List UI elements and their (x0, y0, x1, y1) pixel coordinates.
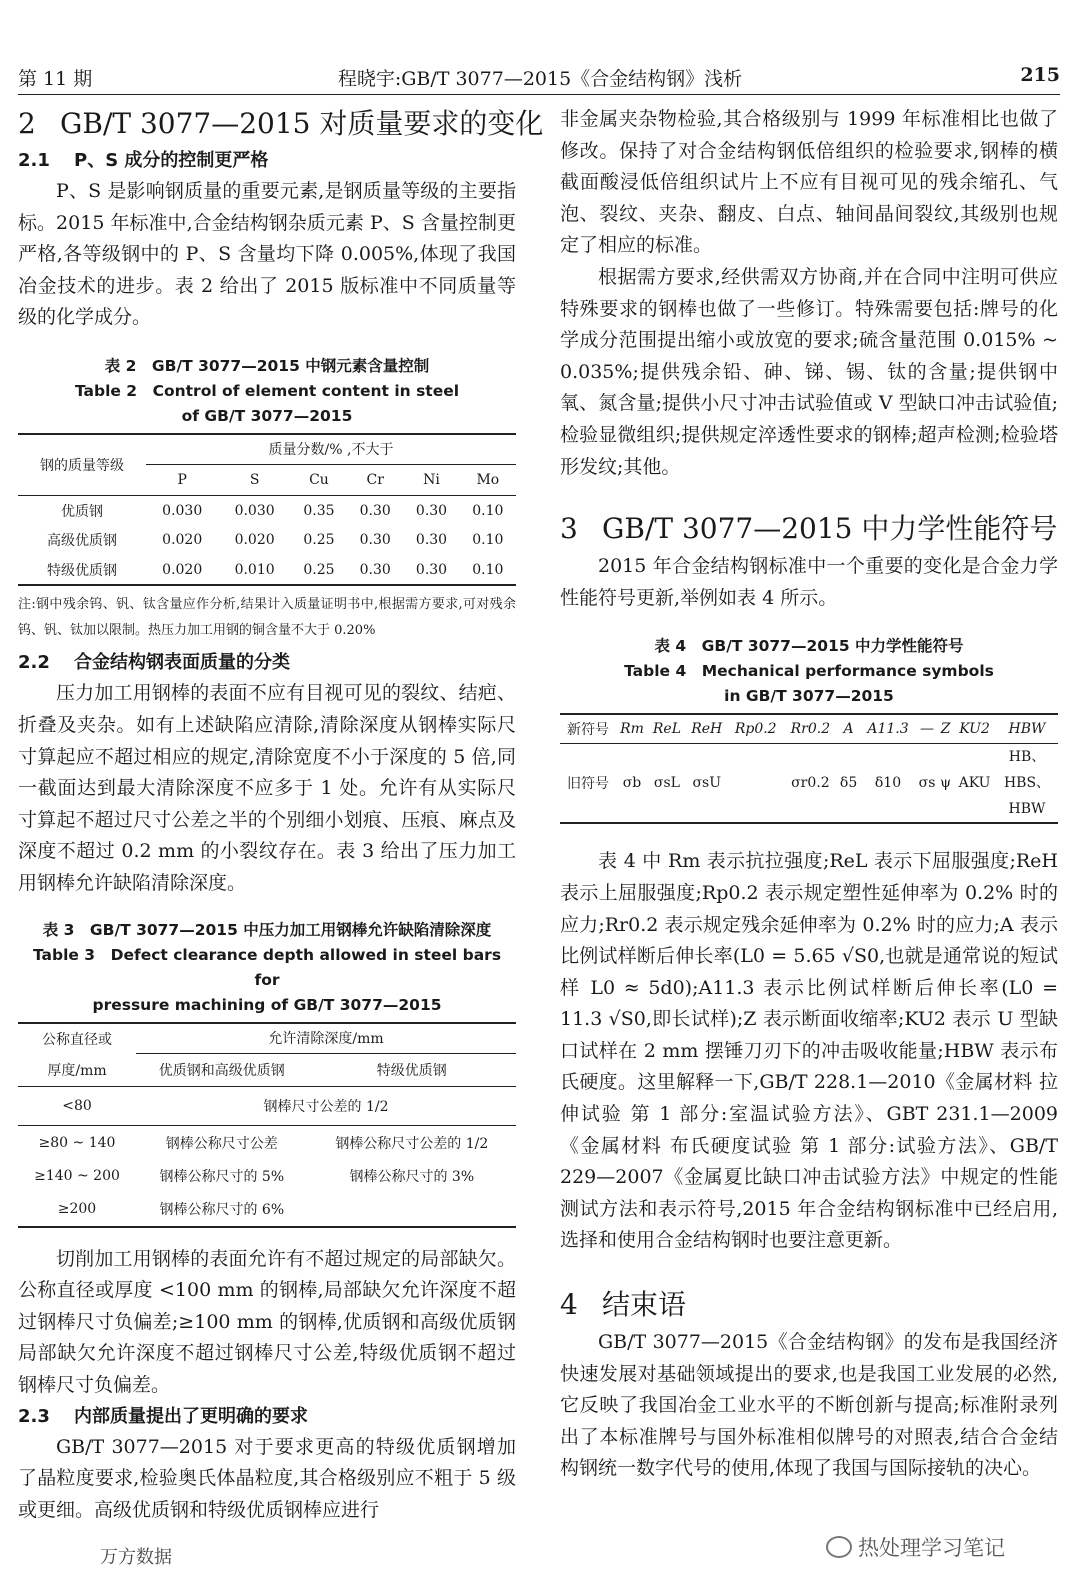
left-column (18, 104, 544, 1526)
table2-value-cell: 0.10 (472, 532, 504, 549)
table4-caption-en2: in GB/T 3077—2015 (724, 687, 894, 706)
symbol-cell: δ5 (839, 775, 858, 792)
symbol-cell: KU2 (959, 721, 990, 738)
paragraph-3-b: 表 4 中 Rm 表示抗拉强度;ReL 表示下屈服强度;ReH 表示上屈服强度;Rp0.2 表示规定塑性延伸率为 0.2% 时的应力;Rr0.2 表示规定残余延伸率为 0.2% 时的应力;A 表示比例试样断后伸长率(L0 = 5.65 √S0,也就是通常说的短试样 L0 ≈ 5d0);A11.3 表示比例试样断后伸长率(L0 = 11.3 √S0,即长试样);Z 表示断面收缩率;KU2 表示 U 型缺口试样在 2 mm 摆锤刀刃下的冲击吸收能量;HBW 表示布氏硬度。这里解释一下,GB/T 228.1—2010《金属材料 拉伸试验 第 1 部分:室温试验方法》、GBT 231.1—2009《金属材料 布氏硬度试验 第 1 部分:试验方法》、GB/T 229—2007《金属夏比缺口冲击试验方法》中规定的性能测试方法和表示符号,2015 年合金结构钢标准中已经启用,选择和使用合金结构钢时也要注意更新。 (560, 850, 1058, 1252)
table2-value-cell: 0.30 (415, 561, 448, 578)
paragraph-4: GB/T 3077—2015《合金结构钢》的发布是我国经济快速发展对基础领域提出的要求,也是我国工业发展的必然,它反映了我国冶金工业水平的不断创新与提高;标准附录列出了本标准牌号与国外标准相似牌号的对照表,结合合金结构钢统一数字代号的使用,体现了我国与国际接轨的决心。 (560, 1331, 1058, 1480)
table2-element-header: Ni (423, 471, 440, 488)
table4-old-row (560, 744, 1058, 824)
table2-value-cell: 0.35 (303, 502, 335, 519)
table-row (18, 495, 516, 525)
paragraph-2-2-a: 压力加工用钢棒的表面不应有目视可见的裂纹、结疤、折叠及夹杂。如有上述缺陷应清除,清除深度从钢棒实际尺寸算起应不超过相应的规定,清除宽度不小于深度的 5 倍,同一截面达到最大清除深度不应多于 1 处。允许有从实际尺寸算起不超过尺寸公差之半的个别细小划痕、压痕、麻点及深度不超过 0.2 mm 的小裂纹存在。表 3 给出了压力加工用钢棒允许缺陷清除深度。 (18, 682, 516, 895)
table2-element-header: Cu (309, 471, 329, 488)
symbol-cell: HB、HBS、HBW (1003, 749, 1051, 818)
wechat-watermark: 热处理学习笔记 (826, 1532, 1005, 1562)
table2-body (18, 495, 516, 585)
table2-value-cell: 0.30 (415, 502, 448, 519)
paragraph-2-1: P、S 是影响钢质量的重要元素,是钢质量等级的主要指标。2015 年标准中,合金结构钢杂质元素 P、S 含量控制更严格,各等级钢中的 P、S 含量均下降 0.005%,体现了我国冶金技术的进步。表 2 给出了 2015 版标准中不同质量等级的化学成分。 (18, 180, 516, 329)
symbol-cell: HBW (1008, 721, 1046, 738)
section-2-3-heading: 2.3 内部质量提出了更明确的要求 (18, 1405, 308, 1427)
table2-value-cell: 0.020 (234, 532, 275, 549)
table2-caption-en1: Table 2 Control of element content in steel (74, 381, 460, 400)
symbol-cell: σs (918, 775, 936, 792)
section-2-2-heading: 2.2 合金结构钢表面质量的分类 (18, 652, 290, 674)
symbol-cell: ReL (652, 721, 682, 738)
symbol-cell: Rr0.2 (790, 721, 831, 738)
table2-element-header: Mo (476, 471, 500, 488)
table2-element-header: Cr (366, 471, 384, 488)
paragraph-2-3: GB/T 3077—2015 对于要求更高的特级优质钢增加了晶粒度要求,检验奥氏体晶粒度,其合格级别应不粗于 5 级或更细。高级优质钢和特级优质钢棒应进行 (18, 1435, 516, 1521)
section-3-heading: 3 GB/T 3077—2015 中力学性能符号 (560, 512, 1058, 546)
header-rule (18, 94, 1060, 95)
table2-header-grade: 钢的质量等级 (18, 434, 146, 496)
table4-new-label: 新符号 (567, 722, 609, 739)
table4-old-label: 旧符号 (567, 776, 609, 793)
table2-header-group: 质量分数/% ,不大于 (146, 434, 516, 465)
section-4-heading: 4 结束语 (560, 1288, 687, 1322)
database-watermark: 万方数据 (100, 1547, 172, 1568)
symbol-cell: σb (622, 775, 642, 792)
table2-element-header: S (249, 471, 260, 488)
table2-value-cell: 0.10 (472, 561, 504, 578)
table-row: ≥200 钢棒公称尺寸的 6% (18, 1192, 516, 1227)
symbol-cell (728, 744, 784, 824)
symbol-cell: ψ (940, 775, 952, 792)
wechat-icon (826, 1536, 852, 1558)
table3-header-col1: 优质钢和高级优质钢 (158, 1062, 285, 1079)
symbol-cell: σsL (653, 775, 680, 792)
table-row (18, 525, 516, 555)
table2-value-cell: 0.010 (234, 561, 275, 578)
table2-value-cell: 0.30 (359, 561, 391, 578)
table3-caption-en1: Table 3 Defect clearance depth allowed in steel bars for (32, 945, 502, 989)
table4-caption-cn: 表 4 GB/T 3077—2015 中力学性能符号 (654, 637, 964, 656)
table3-caption-cn: 表 3 GB/T 3077—2015 中压力加工用钢棒允许缺陷清除深度 (42, 920, 492, 939)
table3-header-group: 允许清除深度/mm (136, 1023, 516, 1054)
symbol-cell: Z (940, 721, 951, 738)
symbol-cell: δ10 (874, 775, 902, 792)
table-row: ≥140 ~ 200 钢棒公称尺寸的 5% 钢棒公称尺寸的 3% (34, 1167, 475, 1185)
table2-value-cell: 0.30 (359, 532, 391, 549)
table2-value-cell: 0.020 (162, 532, 203, 549)
table-row: ≥80 ~ 140 钢棒公称尺寸公差 钢棒公称尺寸公差的 1/2 (38, 1134, 489, 1152)
table2-element-header: P (177, 471, 187, 488)
table3 (18, 1022, 516, 1228)
table2-grade-cell: 特级优质钢 (47, 562, 117, 579)
symbol-cell: A (843, 721, 854, 738)
table4 (560, 713, 1058, 824)
table-row (18, 555, 516, 586)
symbol-cell: AKU (958, 775, 991, 792)
table2-value-cell: 0.020 (162, 561, 203, 578)
paragraph-2-3-cont: 非金属夹杂物检验,其合格级别与 1999 年标准相比也做了修改。保持了对合金结构钢低倍组织的检验要求,钢棒的横截面酸浸低倍组织试片上不应有目视可见的残余缩孔、气泡、裂纹、夹杂、翻皮、白点、轴间晶间裂纹,其级别也规定了相应的标准。 (560, 108, 1058, 257)
table3-header-size-2: 厚度/mm (47, 1062, 107, 1079)
table2-value-cell: 0.030 (162, 502, 203, 519)
paragraph-3-a: 2015 年合金结构钢标准中一个重要的变化是合金力学性能符号更新,举例如表 4 所示。 (560, 555, 1058, 609)
table2-caption-en2: of GB/T 3077—2015 (181, 406, 353, 425)
table2-value-cell: 0.10 (472, 502, 504, 519)
table2 (18, 433, 516, 587)
page-number: 215 (1020, 64, 1060, 86)
section-2-1-heading: 2.1 P、S 成分的控制更严格 (18, 150, 269, 171)
symbol-cell: Rp0.2 (734, 721, 777, 738)
paragraph-2-2-b: 切削加工用钢棒的表面允许有不超过规定的局部缺欠。公称直径或厚度 <100 mm 的钢棒,局部缺欠允许深度不超过钢棒尺寸负偏差;≥100 mm 的钢棒,优质钢和高级优质钢局部缺欠允许深度不超过钢棒尺寸公差,特级优质钢不超过钢棒尺寸负偏差。 (18, 1247, 516, 1396)
symbol-cell: ReH (691, 721, 723, 738)
table2-value-cell: 0.30 (415, 532, 448, 549)
table4-new-row (560, 714, 1058, 744)
table2-grade-cell: 优质钢 (61, 503, 103, 520)
table2-caption-cn: 表 2 GB/T 3077—2015 中钢元素含量控制 (104, 356, 430, 375)
table4-caption-en1: Table 4 Mechanical performance symbols (624, 662, 994, 681)
table2-value-cell: 0.030 (234, 502, 275, 519)
table2-value-cell: 0.25 (303, 532, 335, 549)
symbol-cell: σsU (692, 775, 721, 792)
table3-header-col2: 特级优质钢 (376, 1062, 447, 1079)
section-2-heading: 2 GB/T 3077—2015 对质量要求的变化 (18, 107, 544, 140)
table2-note: 注:钢中残余钨、钒、钛含量应作分析,结果计入质量证明书中,根据需方要求,可对残余钨、钒、钛加以限制。热压力加工用钢的铜含量不大于 0.20% (18, 597, 516, 639)
symbol-cell: Rm (620, 721, 644, 738)
paragraph-special-requirements: 根据需方要求,经供需双方协商,并在合同中注明可供应特殊要求的钢棒也做了一些修订。特殊需要包括:牌号的化学成分范围提出缩小或放宽的要求;硫含量范围 0.015% ~ 0.035%;提供残余铅、砷、锑、锡、钛的含量;提供钢中氧、氮含量;提供小尺寸冲击试验值或 V 型缺口冲击试验值;检验显微组织;提供规定淬透性要求的钢棒;超声检测;检验塔形发纹;其他。 (560, 265, 1058, 478)
symbol-cell: A11.3 (867, 721, 909, 738)
symbol-cell: — (920, 721, 935, 738)
table3-caption-en2: pressure machining of GB/T 3077—2015 (92, 995, 442, 1014)
table-row: <80 钢棒尺寸公差的 1/2 (18, 1086, 516, 1125)
issue-number: 第 11 期 (18, 68, 93, 90)
table3-header-size-1: 公称直径或 (42, 1031, 112, 1048)
symbol-cell: σr0.2 (791, 775, 830, 792)
table2-value-cell: 0.30 (359, 502, 391, 519)
table2-value-cell: 0.25 (303, 561, 335, 578)
right-column (560, 104, 1058, 1485)
table2-grade-cell: 高级优质钢 (47, 533, 117, 550)
running-title: 程晓宇:GB/T 3077—2015《合金结构钢》浅析 (337, 68, 743, 90)
